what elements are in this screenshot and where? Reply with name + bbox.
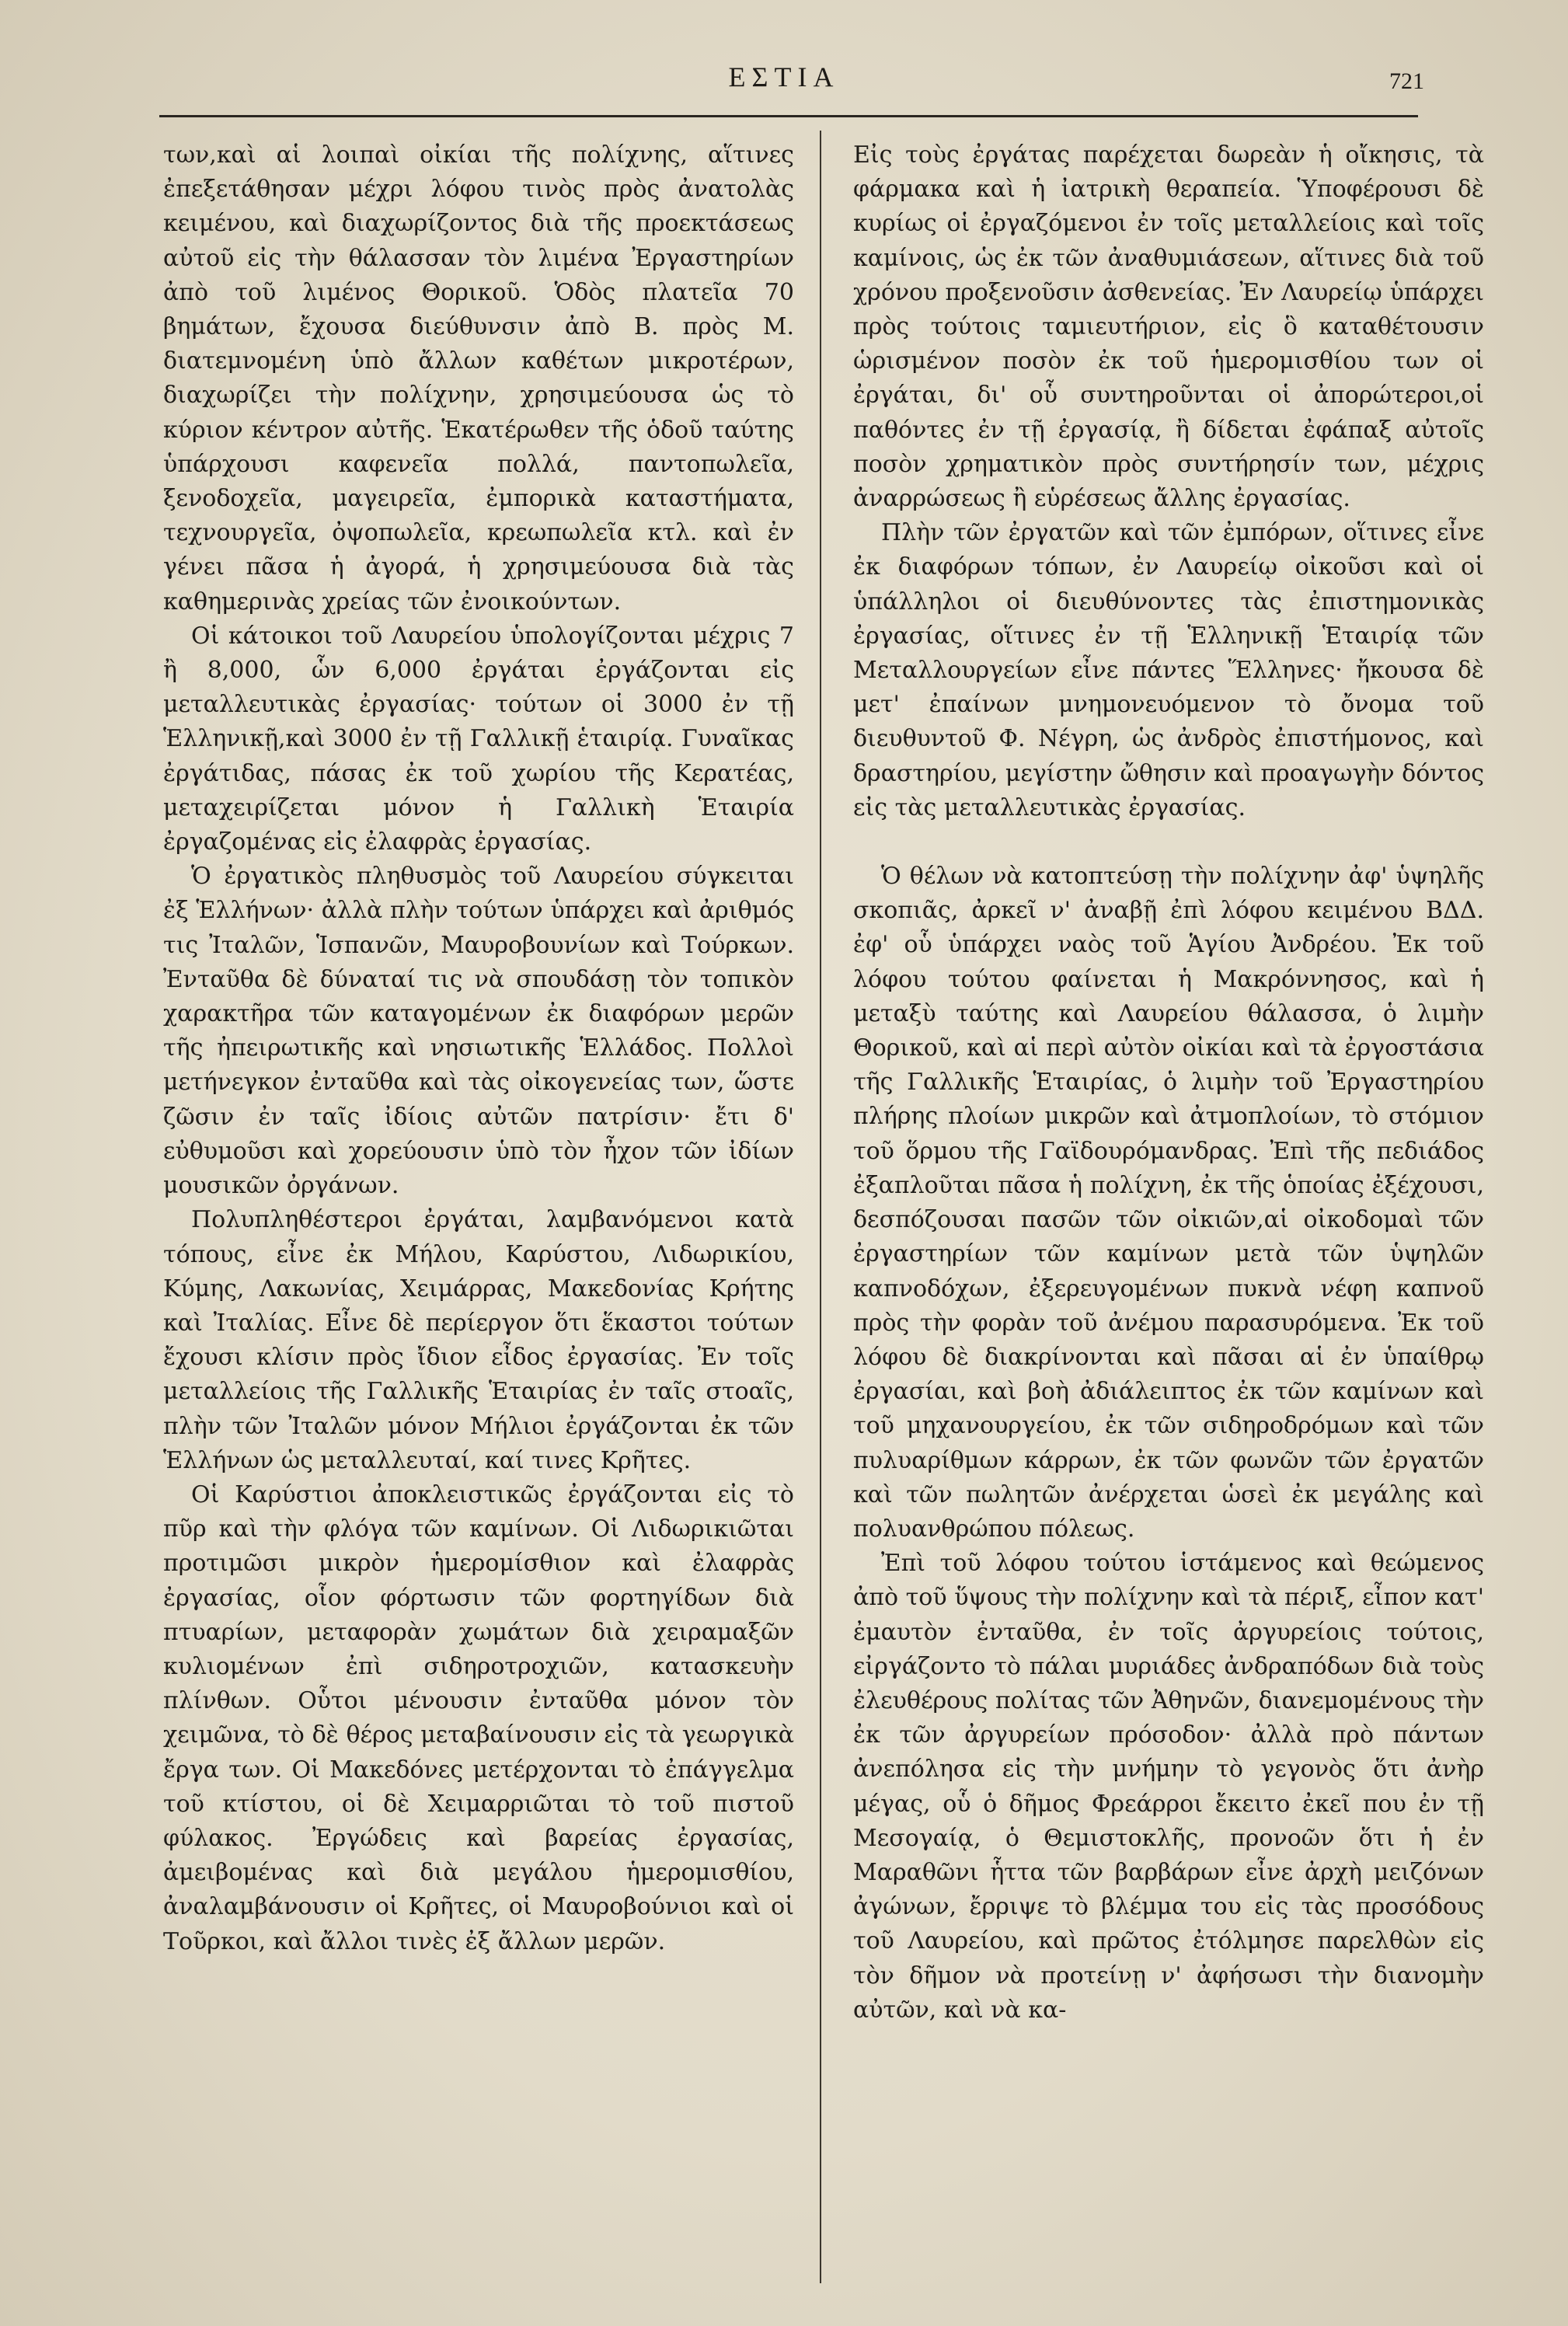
column-divider	[820, 131, 821, 2283]
paragraph: των,καὶ αἱ λοιπαὶ οἰκίαι τῆς πολίχνης, αἵτινες ἐπεξετάθησαν μέχρι λόφου τινὸς πρὸς ἀνατολὰς κειμένου, καὶ διαχωρίζοντος διὰ τῆς προεκτάσεως αὐτοῦ εἰς τὴν θάλασσαν τὸν λιμένα Ἐργαστηρίων ἀπὸ τοῦ λιμένος Θορικοῦ. Ὁδὸς πλατεῖα 70 βημάτων, ἔχουσα διεύθυνσιν ἀπὸ Β. πρὸς Μ. διατεμνομένη ὑπὸ ἄλλων καθέτων μικροτέρων, διαχωρίζει τὴν πολίχνην, χρησιμεύουσα ὡς τὸ κύριον κέντρον αὐτῆς. Ἑκατέρωθεν τῆς ὁδοῦ ταύτης ὑπάρχουσι καφενεῖα πολλά, παντοπωλεῖα, ξενοδοχεῖα, μαγειρεῖα, ἐμπορικὰ καταστήματα, τεχνουργεῖα, ὀψοπωλεῖα, κρεωπωλεῖα κτλ. καὶ ἐν γένει πᾶσα ἡ ἀγορά, ἡ χρησιμεύουσα διὰ τὰς καθημερινὰς χρείας τῶν ἐνοικούντων.	[163, 141, 794, 616]
paragraph: Ἐπὶ τοῦ λόφου τούτου ἱστάμενος καὶ θεώμενος ἀπὸ τοῦ ὕψους τὴν πολίχνην καὶ τὰ πέριξ, εἶπον κατ' ἐμαυτὸν ἐνταῦθα, ἐν τοῖς ἀργυρείοις τούτοις, εἰργάζοντο τὸ πάλαι μυριάδες ἀνδραπόδων διὰ τοὺς ἐλευθέρους πολίτας τῶν Ἀθηνῶν, διανεμομένους τὴν ἐκ τῶν ἀργυρείων πρόσοδον· ἀλλὰ πρὸ πάντων ἀνεπόλησα εἰς τὴν μνήμην τὸ γεγονὸς ὅτι ἀνὴρ μέγας, οὗ ὁ δῆμος Φρεάρροι ἔκειτο ἐκεῖ που ἐν τῇ Μεσογαίᾳ, ὁ Θεμιστοκλῆς, προνοῶν ὅτι ἡ ἐν Μαραθῶνι ἧττα τῶν βαρβάρων εἶνε ἀρχὴ μειζόνων ἀγώνων, ἔρριψε τὸ βλέμμα του εἰς τὰς προσόδους τοῦ Λαυρείου, καὶ πρῶτος ἐτόλμησε παρελθὼν εἰς τὸν δῆμον νὰ προτείνῃ ν' ἀφήσωσι τὴν διανομὴν αὐτῶν, καὶ νὰ κα-	[853, 1550, 1484, 2024]
right-column	[853, 138, 1484, 2299]
paragraph: Πολυπληθέστεροι ἐργάται, λαμβανόμενοι κατὰ τόπους, εἶνε ἐκ Μήλου, Καρύστου, Λιδωρικίου, Κύμης, Λακωνίας, Χειμάρρας, Μακεδονίας Κρήτης καὶ Ἰταλίας. Εἶνε δὲ περίεργον ὅτι ἕκαστοι τούτων ἔχουσι κλίσιν πρὸς ἴδιον εἶδος ἐργασίας. Ἐν τοῖς μεταλλείοις τῆς Γαλλικῆς Ἑταιρίας ἐν ταῖς στοαῖς, πλὴν τῶν Ἰταλῶν μόνον Μήλιοι ἐργάζονται ἐκ τῶν Ἑλλήνων ὡς μεταλλευταί, καί τινες Κρῆτες.	[163, 1206, 794, 1474]
left-column	[163, 138, 794, 2299]
paragraph: Πλὴν τῶν ἐργατῶν καὶ τῶν ἐμπόρων, οἵτινες εἶνε ἐκ διαφόρων τόπων, ἐν Λαυρείῳ οἰκοῦσι καὶ οἱ ὑπάλληλοι οἱ διευθύνοντες τὰς ἐπιστημονικὰς ἐργασίας, οἵτινες ἐν τῇ Ἑλληνικῇ Ἑταιρίᾳ τῶν Μεταλλουργείων εἶνε πάντες Ἕλληνες· ἤκουσα δὲ μετ' ἐπαίνων μνημονευόμενον τὸ ὄνομα τοῦ διευθυντοῦ Φ. Νέγρη, ὡς ἀνδρὸς ἐπιστήμονος, καὶ δραστηρίου, μεγίστην ὤθησιν καὶ προαγωγὴν δόντος εἰς τὰς μεταλλευτικὰς ἐργασίας.	[853, 519, 1484, 821]
paragraph: Οἱ Καρύστιοι ἀποκλειστικῶς ἐργάζονται εἰς τὸ πῦρ καὶ τὴν φλόγα τῶν καμίνων. Οἱ Λιδωρικιῶται προτιμῶσι μικρὸν ἡμερομίσθιον καὶ ἐλαφρὰς ἐργασίας, οἷον φόρτωσιν τῶν φορτηγίδων διὰ πτυαρίων, μεταφορὰν χωμάτων διὰ χειραμαξῶν κυλιομένων ἐπὶ σιδηροτροχιῶν, κατασκευὴν πλίνθων. Οὗτοι μένουσιν ἐνταῦθα μόνον τὸν χειμῶνα, τὸ δὲ θέρος μεταβαίνουσιν εἰς τὰ γεωργικὰ ἔργα των. Οἱ Μακεδόνες μετέρχονται τὸ ἐπάγγελμα τοῦ κτίστου, οἱ δὲ Χειμαρριῶται τὸ τοῦ πιστοῦ φύλακος. Ἐργώδεις καὶ βαρείας ἐργασίας, ἀμειβομένας καὶ διὰ μεγάλου ἡμερομισθίου, ἀναλαμβάνουσιν οἱ Κρῆτες, οἱ Μαυροβούνιοι καὶ οἱ Τοῦρκοι, καὶ ἄλλοι τινὲς ἐξ ἄλλων μερῶν.	[163, 1480, 794, 1955]
running-title: ΕΣΤΙΑ	[728, 61, 840, 92]
paragraph: Εἰς τοὺς ἐργάτας παρέχεται δωρεὰν ἡ οἴκησις, τὰ φάρμακα καὶ ἡ ἰατρικὴ θεραπεία. Ὑποφέρουσι δὲ κυρίως οἱ ἐργαζόμενοι ἐν τοῖς μεταλλείοις καὶ τοῖς καμίνοις, ὡς ἐκ τῶν ἀναθυμιάσεων, αἵτινες διὰ τοῦ χρόνου προξενοῦσιν ἀσθενείας. Ἐν Λαυρείῳ ὑπάρχει πρὸς τούτοις ταμιευτήριον, εἰς ὃ καταθέτουσιν ὡρισμένον ποσὸν ἐκ τοῦ ἡμερομισθίου των οἱ ἐργάται, δι' οὗ συντηροῦνται οἱ ἀπορώτεροι,οἱ παθόντες ἐν τῇ ἐργασίᾳ, ἢ δίδεται ἐφάπαξ αὐτοῖς ποσὸν χρηματικὸν πρὸς συντήρησίν των, μέχρις ἀναρρώσεως ἢ εὑρέσεως ἄλλης ἐργασίας.	[853, 141, 1484, 513]
paragraph: Ὁ ἐργατικὸς πληθυσμὸς τοῦ Λαυρείου σύγκειται ἐξ Ἑλλήνων· ἀλλὰ πλὴν τούτων ὑπάρχει καὶ ἀριθμός τις Ἰταλῶν, Ἱσπανῶν, Μαυροβουνίων καὶ Τούρκων. Ἐνταῦθα δὲ δύναταί τις νὰ σπουδάσῃ τὸν τοπικὸν χαρακτῆρα τῶν καταγομένων ἐκ διαφόρων μερῶν τῆς ἠπειρωτικῆς καὶ νησιωτικῆς Ἑλλάδος. Πολλοὶ μετήνεγκον ἐνταῦθα καὶ τὰς οἰκογενείας των, ὥστε ζῶσιν ἐν ταῖς ἰδίοις αὐτῶν πατρίσιν· ἔτι δ' εὐθυμοῦσι καὶ χορεύουσιν ὑπὸ τὸν ἦχον τῶν ἰδίων μουσικῶν ὀργάνων.	[163, 863, 794, 1200]
paragraph: Ὁ θέλων νὰ κατοπτεύσῃ τὴν πολίχνην ἀφ' ὑψηλῆς σκοπιᾶς, ἀρκεῖ ν' ἀναβῇ ἐπὶ λόφου κειμένου ΒΔΔ. ἐφ' οὗ ὑπάρχει ναὸς τοῦ Ἁγίου Ἀνδρέου. Ἐκ τοῦ λόφου τούτου φαίνεται ἡ Μακρόννησος, καὶ ἡ μεταξὺ ταύτης καὶ Λαυρείου θάλασσα, ὁ λιμὴν Θορικοῦ, καὶ αἱ περὶ αὐτὸν οἰκίαι καὶ τὰ ἐργοστάσια τῆς Γαλλικῆς Ἑταιρίας, ὁ λιμὴν τοῦ Ἐργαστηρίου πλήρης πλοίων μικρῶν καὶ ἀτμοπλοίων, τὸ στόμιον τοῦ ὅρμου τῆς Γαϊδουρόμανδρας. Ἐπὶ τῆς πεδιάδος ἐξαπλοῦται πᾶσα ἡ πολίχνη, ἐκ τῆς ὁποίας ἐξέχουσι, δεσπόζουσαι πασῶν τῶν οἰκιῶν,αἱ οἰκοδομαὶ τῶν ἐργαστηρίων τῶν καμίνων μετὰ τῶν ὑψηλῶν καπνοδόχων, ἐξερευγομένων πυκνὰ νέφη καπνοῦ πρὸς τὴν φορὰν τοῦ ἀνέμου παρασυρόμενα. Ἐκ τοῦ λόφου δὲ διακρίνονται καὶ πᾶσαι αἱ ἐν ὑπαίθρῳ ἐργασίαι, καὶ βοὴ ἀδιάλειπτος ἐκ τῶν καμίνων καὶ τοῦ μηχανουργείου, ἐκ τῶν σιδηροδρόμων καὶ τῶν πυλυαρίθμων κάρρων, ἐκ τῶν φωνῶν τῶν ἐργατῶν καὶ τῶν πωλητῶν ἀνέρχεται ὡσεὶ ἐκ μεγάλης καὶ πολυανθρώπου πόλεως.	[853, 863, 1484, 1543]
header-rule	[159, 115, 1418, 117]
page-number: 721	[1389, 68, 1424, 94]
paragraph: Οἱ κάτοικοι τοῦ Λαυρείου ὑπολογίζονται μέχρις 7 ἢ 8,000, ὧν 6,000 ἐργάται ἐργάζονται εἰς μεταλλευτικὰς ἐργασίας· τούτων οἱ 3000 ἐν τῇ Ἑλληνικῇ,καὶ 3000 ἐν τῇ Γαλλικῇ ἑταιρίᾳ. Γυναῖκας ἐργάτιδας, πάσας ἐκ τοῦ χωρίου τῆς Κερατέας, μεταχειρίζεται μόνον ἡ Γαλλικὴ Ἑταιρία ἐργαζομένας εἰς ἐλαφρὰς ἐργασίας.	[163, 622, 794, 856]
